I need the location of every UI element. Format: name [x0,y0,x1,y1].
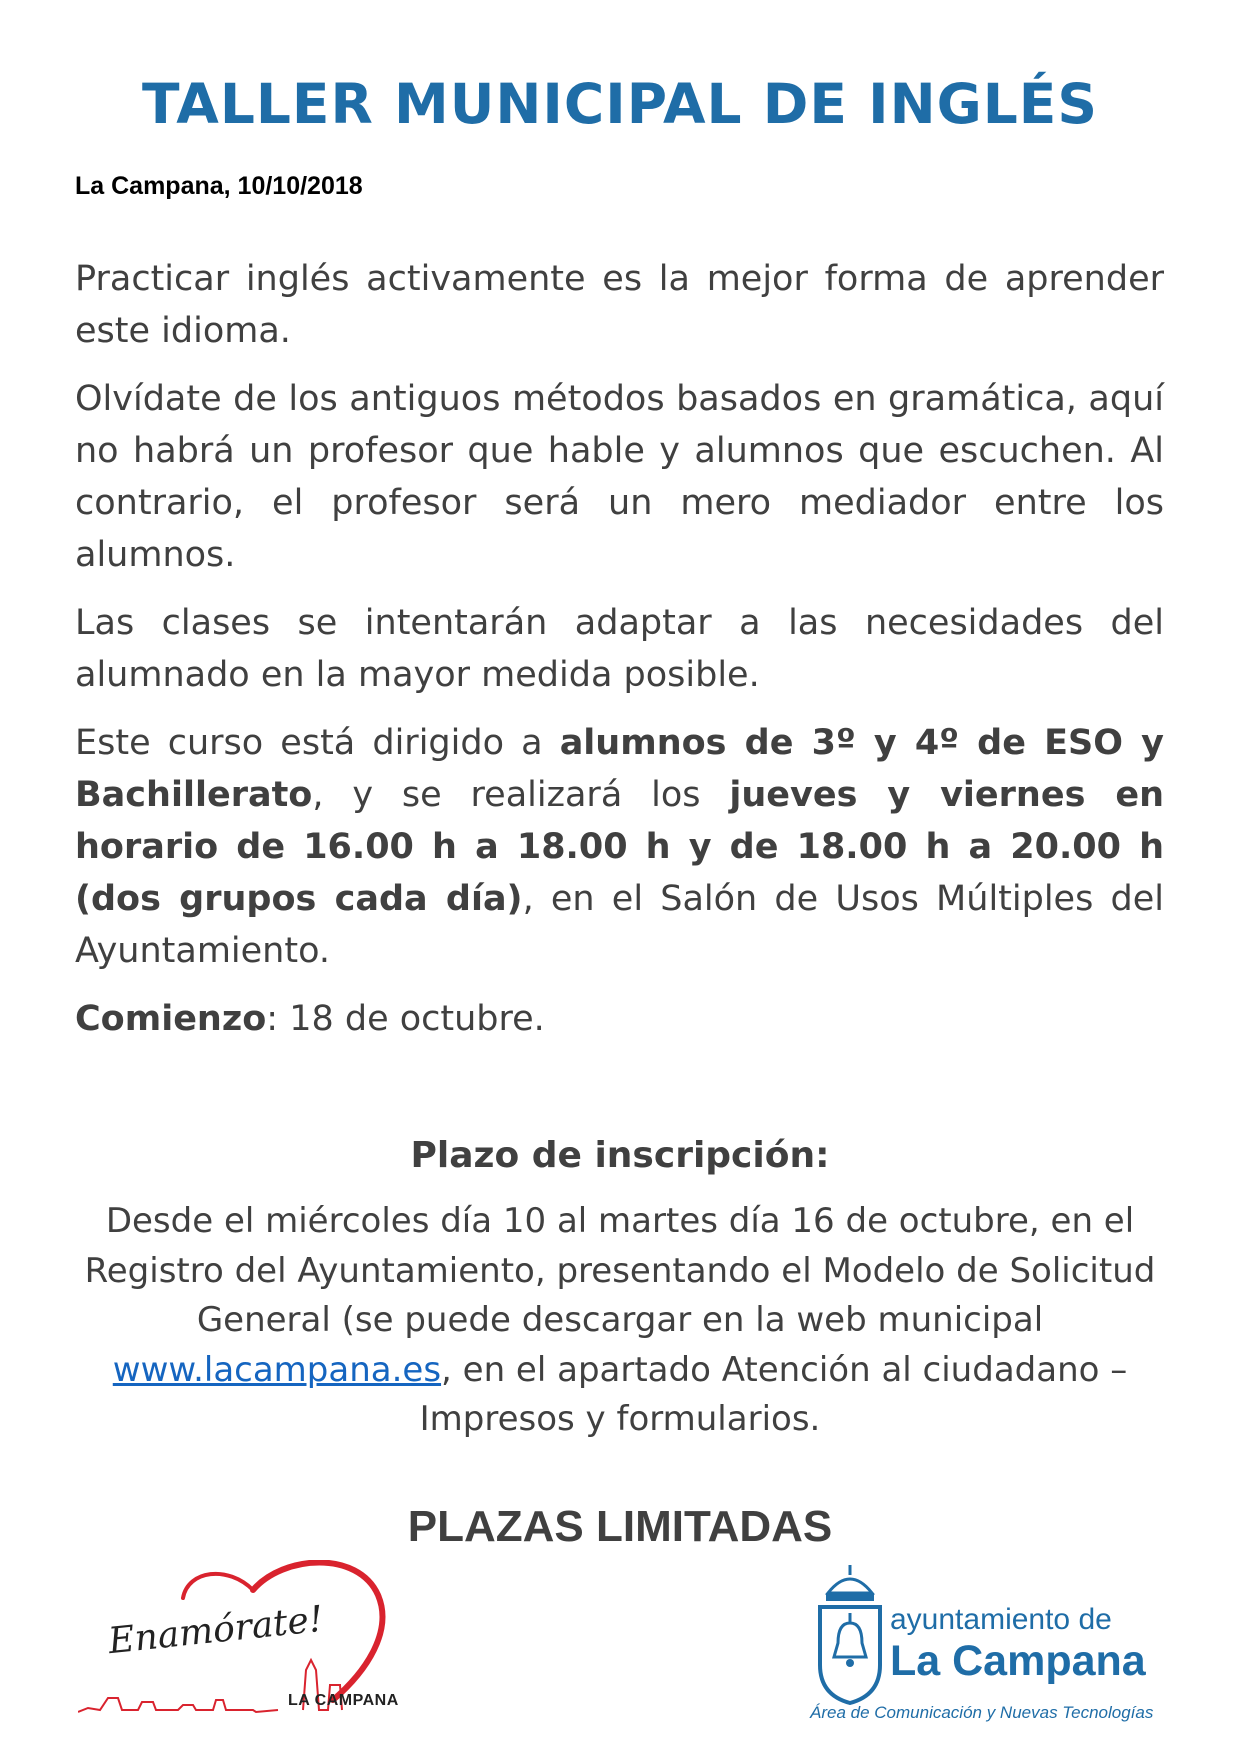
website-link[interactable]: www.lacampana.es [112,1349,442,1390]
coat-of-arms-icon [810,1565,890,1705]
logo-tagline: Enamórate! [106,1598,326,1663]
schedule-audience: alumnos de 3º y 4º de ESO y Bachillerato [75,723,1165,815]
date-line: La Campana, 10/10/2018 [75,172,363,200]
registration-text-after: , en el apartado Atención al ciudadano – Impresos y formularios. [419,1349,1128,1439]
limited-places-notice: PLAZAS LIMITADAS [407,1502,833,1551]
paragraph-intro: Practicar inglés activamente es la mejor forma de aprender este idioma. [75,259,1164,351]
registration-text [60,1197,1180,1445]
paragraph-method: Olvídate de los antiguos métodos basados en gramática, aquí no habrá un profesor que hable y alumnos que escuchen. Al contrario, el profesor será un mero mediador entre los alumnos. [75,379,1164,575]
schedule-text-3: , en el Salón de Usos Múltiples del Ayuntamiento. [75,879,1164,971]
logo-line-area: Área de Comunicación y Nuevas Tecnologías [810,1703,1154,1722]
schedule-text-2: , y se realizará los [312,775,730,815]
paragraph-adapt: Las clases se intentarán adaptar a las necesidades del alumnado en la mayor medida posible. [75,603,1164,695]
logo-line-la-campana: La Campana [890,1637,1146,1685]
schedule-text-1: Este curso está dirigido a [75,723,560,763]
body-text [75,253,1164,1061]
logo-line-ayuntamiento: ayuntamiento de [890,1603,1112,1636]
start-label: Comienzo [75,999,267,1039]
registration-text-before: Desde el miércoles día 10 al martes día 16 de octubre, en el Registro del Ayuntamiento, presentando el Modelo de Solicitud General (se puede descargar en la web municipal [84,1201,1156,1340]
paragraph-schedule [75,717,1164,977]
page-title: TALLER MUNICIPAL DE INGLÉS [142,72,1098,136]
ayuntamiento-logo [810,1565,1180,1735]
paragraph-start [75,993,1164,1045]
logo-place-name: LA CAMPANA [288,1692,399,1709]
enamorate-logo [78,1560,438,1730]
registration-title: Plazo de inscripción: [410,1135,830,1176]
start-date: : 18 de octubre. [266,999,545,1039]
schedule-times: jueves y viernes en horario de 16.00 h a 18.00 h y de 18.00 h a 20.00 h (dos grupos cada día) [75,775,1164,919]
